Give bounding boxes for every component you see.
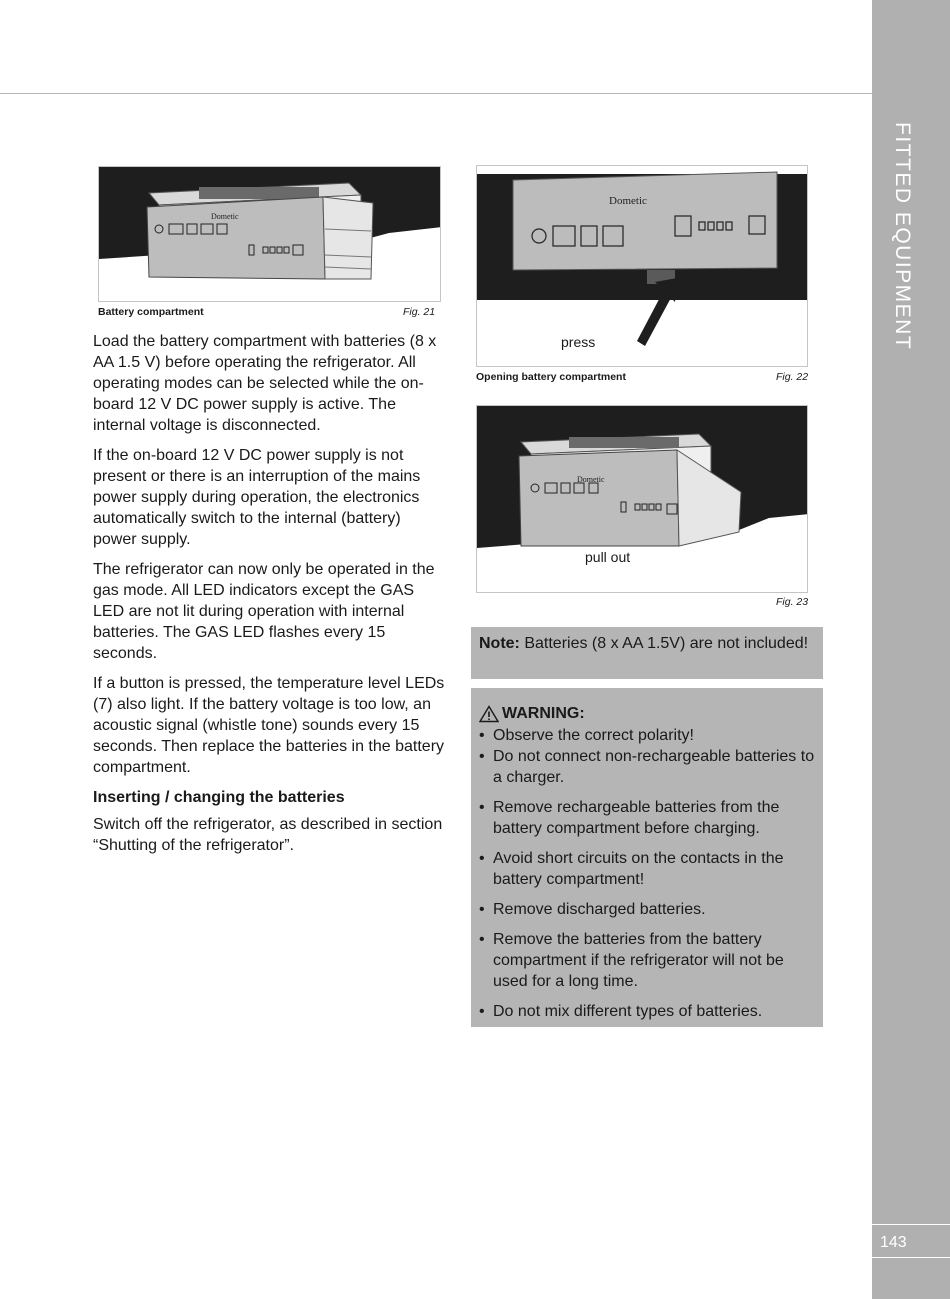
warning-heading xyxy=(479,703,815,724)
body-text xyxy=(93,331,445,865)
section-sidebar xyxy=(872,0,950,1299)
figure-battery-compartment xyxy=(98,166,441,302)
paragraph: Load the battery compartment with batteries (8 x AA 1.5 V) before operating the refrigerator. All operating modes can be selected while the on-board 12 V DC power supply is active. The internal voltage is disconnected. xyxy=(93,333,437,434)
pull-out-illustration xyxy=(477,406,808,593)
figure-label-press: press xyxy=(561,334,596,350)
warning-item: • Observe the correct polarity! xyxy=(479,725,815,746)
section-title: FITTED EQUIPMENT xyxy=(891,122,914,351)
warning-item: • Do not mix different types of batteries. xyxy=(479,1001,815,1022)
paragraph: Switch off the refrigerator, as described in section “Shutting of the refrigerator”. xyxy=(93,816,443,854)
header-rule xyxy=(0,93,872,94)
warning-item: • Remove discharged batteries. xyxy=(479,899,815,920)
opening-compartment-illustration xyxy=(477,166,808,367)
warning-title: WARNING: xyxy=(502,705,585,722)
figure-caption: Battery compartment xyxy=(98,306,204,318)
warning-item: • Remove the batteries from the battery compartment if the refrigerator will not be used for a long time. xyxy=(479,929,815,992)
warning-box xyxy=(471,688,823,1027)
section-heading: Inserting / changing the batteries xyxy=(93,789,345,806)
warning-item: • Remove rechargeable batteries from the battery compartment before charging. xyxy=(479,797,815,839)
battery-compartment-illustration xyxy=(99,167,441,302)
brand-logo: Dometic xyxy=(609,195,647,207)
brand-logo: Dometic xyxy=(577,475,605,484)
sidebar-rule-bottom xyxy=(872,1257,950,1258)
figure-number: Fig. 23 xyxy=(776,596,809,608)
figure-number: Fig. 21 xyxy=(403,306,436,318)
note-box xyxy=(471,627,823,679)
page-number: 143 xyxy=(880,1234,907,1251)
warning-item: • Avoid short circuits on the contacts in the battery compartment! xyxy=(479,848,815,890)
warning-triangle-icon xyxy=(479,705,499,723)
figure-caption: Opening battery compartment xyxy=(476,371,626,383)
sidebar-rule-top xyxy=(872,1224,950,1225)
figure-opening-battery-compartment xyxy=(476,165,808,367)
warning-list xyxy=(479,725,815,1022)
paragraph: If a button is pressed, the temperature level LEDs (7) also light. If the battery voltage is too low, an acoustic signal (whistle tone) sounds every 15 seconds. Then replace the batteries in the battery compartment. xyxy=(93,675,445,776)
brand-logo: Dometic xyxy=(211,212,239,221)
figure-number: Fig. 22 xyxy=(776,371,809,383)
warning-item: • Do not connect non-rechargeable batteries to a charger. xyxy=(479,746,815,788)
figure-label-pull-out: pull out xyxy=(585,549,631,565)
figure-pull-out xyxy=(476,405,808,593)
note-label: Note: xyxy=(479,635,520,652)
paragraph: If the on-board 12 V DC power supply is not present or there is an interruption of the mains power supply during operation, the electronics automatically switch to the internal (battery) power supply. xyxy=(93,447,421,548)
note-text: Batteries (8 x AA 1.5V) are not included! xyxy=(519,635,809,652)
paragraph: The refrigerator can now only be operated in the gas mode. All LED indicators except the GAS LED are not lit during operation with internal batteries. The GAS LED flashes every 15 seconds. xyxy=(93,561,435,662)
